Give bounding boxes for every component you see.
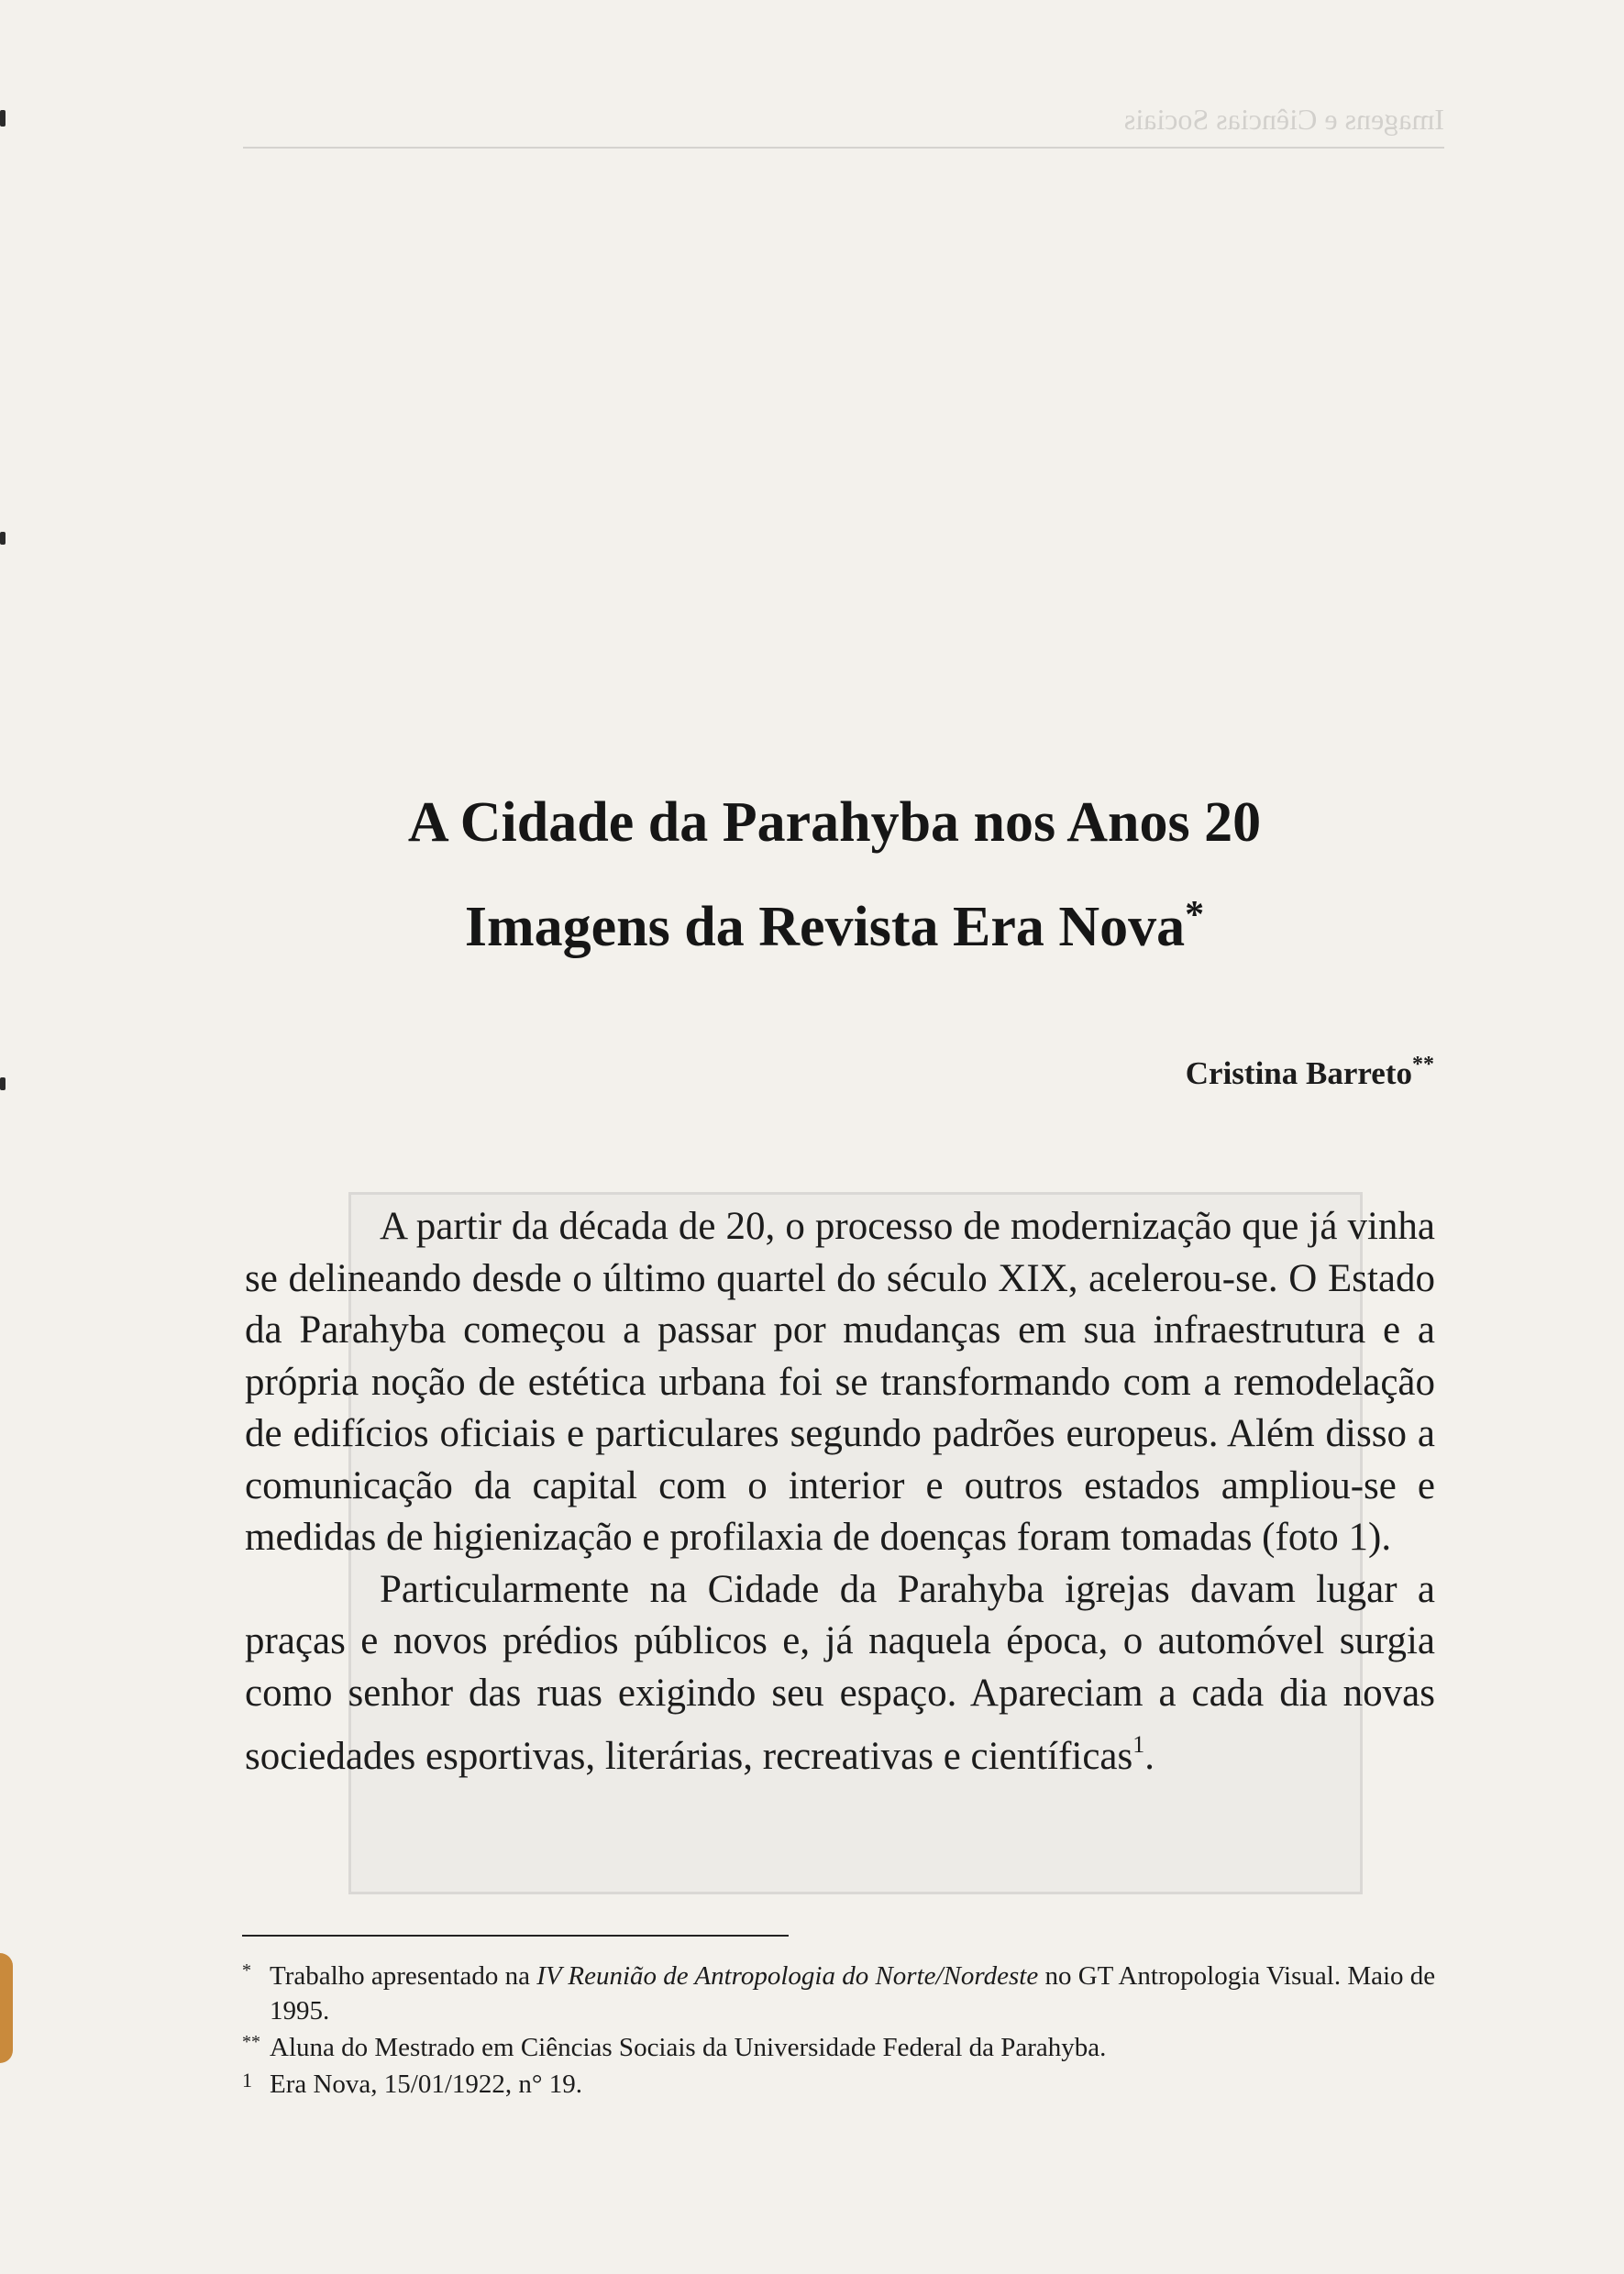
body-paragraph-1: A partir da década de 20, o processo de modernização que já vinha se delineando desde o último quartel do século XIX, acelerou-se. O Estado da Parahyba começou a passar por mudanças em sua infraestrutura e a própria noção de estética urbana foi se transformando com a remodelação de edifícios oficiais e particulares segundo padrões europeus. Além disso a comunicação da capital com o interior e outros estados ampliou-se e medidas de higienização e profilaxia de doenças foram tomadas (foto 1). [245, 1205, 1435, 1559]
edge-mark [0, 532, 6, 545]
article-title-line-2 [238, 893, 1431, 960]
footnote-3-mark: 1 [242, 2069, 252, 2092]
footnote-2-mark: ** [242, 2032, 260, 2052]
footnote-1-mark: * [242, 1960, 251, 1981]
footnote-2 [242, 2030, 1443, 2065]
author-byline [1186, 1053, 1434, 1092]
footnotes [242, 1959, 1443, 2103]
article-body [245, 1201, 1435, 1783]
paragraph-2-end: . [1144, 1735, 1154, 1778]
footnote-1-text-after: no GT Antropologia Visual. Maio de 1995. [270, 1961, 1436, 2026]
footnote-3 [242, 2067, 1443, 2102]
footnote-1-text-before: Trabalho apresentado na [270, 1961, 537, 1991]
paragraph-2-footnote-mark: 1 [1132, 1731, 1145, 1758]
footnote-rule [242, 1935, 789, 1937]
edge-stain [0, 1953, 13, 2063]
title-line-1-text: A Cidade da Parahyba nos Anos 20 [407, 791, 1262, 854]
footnote-2-text: Aluna do Mestrado em Ciências Sociais da Universidade Federal da Parahyba. [270, 2033, 1107, 2062]
footnote-1-italic: IV Reunião de Antropologia do Norte/Nordeste [536, 1961, 1039, 1991]
body-paragraph-2 [245, 1564, 1435, 1783]
paragraph-2-text: Particularmente na Cidade da Parahyba igrejas davam lugar a praças e novos prédios públicos e, já naquela época, o automóvel surgia como senhor das ruas exigindo seu espaço. Apareciam a cada dia novas sociedades esportivas, literárias, recreativas e científicas [245, 1567, 1435, 1778]
footnote-3-text: Era Nova, 15/01/1922, n° 19. [270, 2070, 583, 2099]
edge-mark [0, 110, 6, 127]
bleed-through-header-text: Imagens e Ciências Sociais [1123, 103, 1444, 136]
author-footnote-mark: ** [1412, 1053, 1434, 1076]
title-footnote-mark: * [1185, 894, 1205, 936]
title-line-2-text: Imagens da Revista Era Nova [464, 896, 1186, 958]
author-name: Cristina Barreto [1185, 1055, 1412, 1091]
article-title-line-1 [238, 790, 1431, 856]
bleed-through-header [243, 103, 1444, 149]
footnote-1 [242, 1959, 1443, 2028]
edge-mark [0, 1077, 6, 1090]
